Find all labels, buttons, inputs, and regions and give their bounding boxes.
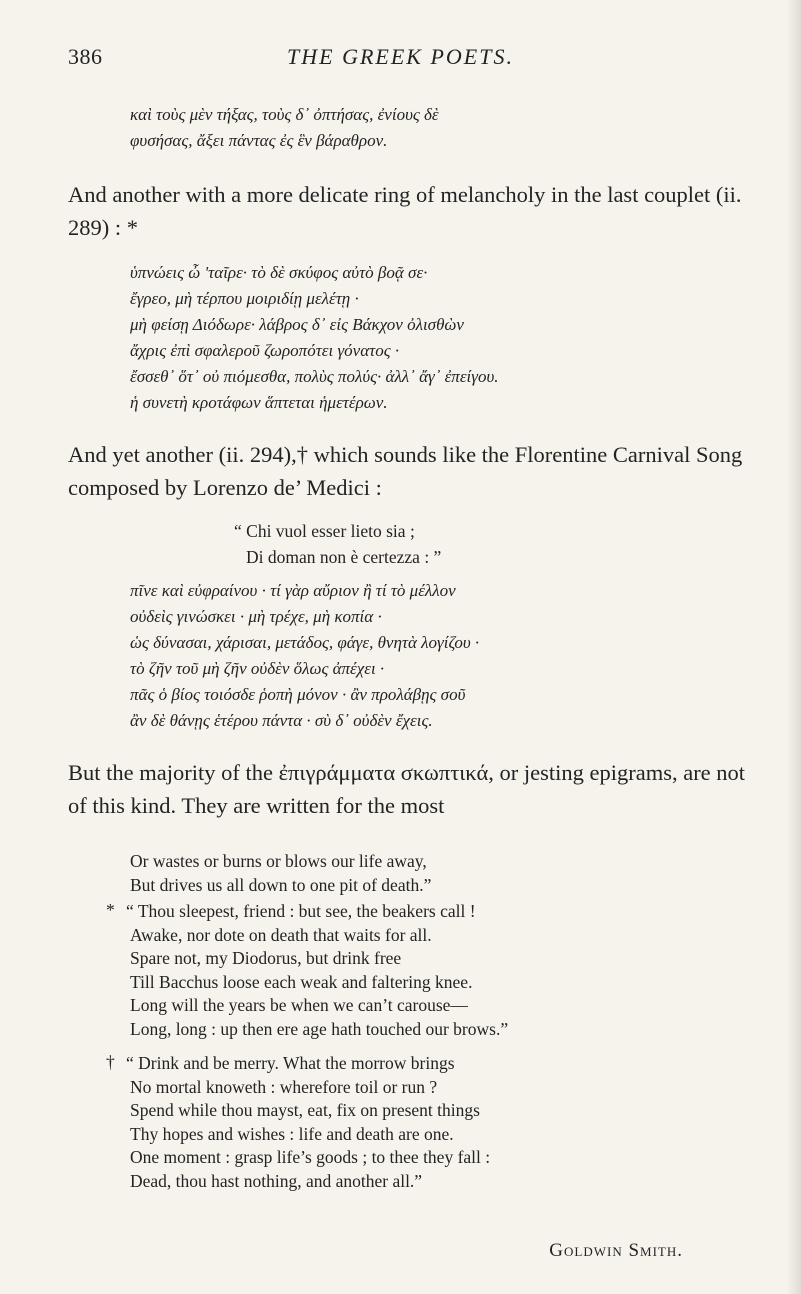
verse-line: Dead, thou hast nothing, and another all.” [130,1170,423,1191]
verse-line: But drives us all down to one pit of death.” [130,874,432,895]
greek-line: οὐδεὶς γινώσκει · μὴ τρέχε, μὴ κοπία · [130,607,382,626]
author-signature: Goldwin Smith. [549,1240,683,1261]
greek-line: ὡς δύνασαι, χάρισαι, μετάδος, φάγε, θνητὰ λογίζου · [130,633,480,652]
greek-line: φυσήσας, ἄξει πάντας ἐς ἓν βάραθρον. [130,131,388,150]
verse-line: Awake, nor dote on death that waits for all. [130,924,432,945]
page-number: 386 [68,44,103,69]
greek-line: ὑπνώεις ὦ 'ταῖρε· τὸ δὲ σκύφος αὐτὸ βοᾷ σε· [130,263,428,282]
page-header [0,38,801,78]
dagger-footnote-mark: † [106,1052,115,1072]
greek-line: πῖνε καὶ εὐφραίνου · τί γὰρ αὔριον ἢ τί τὸ μέλλον [130,581,456,600]
greek-line: ἂν δὲ θάνῃς ἑτέρου πάντα · σὺ δ᾽ οὐδὲν ἔχεις. [130,711,433,730]
verse-line: Spare not, my Diodorus, but drink free [130,948,402,969]
verse-line: No mortal knoweth : wherefore toil or run ? [130,1076,438,1097]
asterisk-footnote-mark: * [106,900,115,920]
prose-paragraph [68,178,768,244]
greek-line: τὸ ζῆν τοῦ μὴ ζῆν οὐδὲν ὅλως ἀπέχει · [130,659,385,678]
italian-line: Di doman non è certezza : ” [246,547,442,567]
verse-line: “ Thou sleepest, friend : but see, the beakers call ! [126,901,476,921]
greek-line: καὶ τοὺς μὲν τήξας, τοὺς δ᾽ ὀπτήσας, ἐνίους δὲ [130,105,439,124]
greek-line: ἔσσεθ᾽ ὅτ᾽ οὐ πιόμεσθα, πολὺς πολύς· ἀλλ᾽ ἄγ᾽ ἐπείγου. [130,367,499,386]
prose-text: And another with a more delicate ring of melancholy in the last couplet (ii. 289) : * [68,182,742,240]
footnote-verse-block [126,1052,490,1194]
greek-line: ἡ συνετὴ κροτάφων ἅπτεται ἡμετέρων. [130,393,388,412]
verse-line: One moment : grasp life’s goods ; to thee they fall : [130,1147,491,1168]
verse-block [130,850,431,897]
verse-line: “ Drink and be merry. What the morrow brings [126,1053,455,1073]
greek-line: ἔγρεο, μὴ τέρπου μοιριδίῃ μελέτῃ · [130,289,359,308]
prose-text: But the majority of the ἐπιγράμματα σκωπτικά, or jesting epigrams, are not of this kind. They are written for the most [68,760,746,818]
verse-line: Long will the years be when we can’t carouse— [130,995,468,1016]
running-title: THE GREEK POETS. [287,44,514,69]
italian-line: “ Chi vuol esser lieto sia ; [234,521,415,541]
prose-paragraph [68,756,768,822]
verse-line: Spend while thou mayst, eat, fix on present things [130,1100,480,1121]
prose-text: And yet another (ii. 294),† which sounds like the Florentine Carnival Song composed by Lorenzo de’ Medici : [68,442,743,500]
verse-line: Till Bacchus loose each weak and faltering knee. [130,971,473,992]
greek-line: πᾶς ὁ βίος τοιόσδε ῥοπὴ μόνον · ἂν προλάβῃς σοῦ [130,685,466,704]
prose-paragraph [68,438,768,504]
verse-line: Thy hopes and wishes : life and death are one. [130,1123,454,1144]
page-edge-shadow [787,0,801,1294]
greek-line: ἄχρις ἐπὶ σφαλεροῦ ζωροπότει γόνατος · [130,341,400,360]
footnote-verse-block [126,900,508,1042]
verse-line: Long, long : up then ere age hath touched our brows.” [130,1018,509,1039]
greek-line: μὴ φείσῃ Διόδωρε· λάβρος δ᾽ εἰς Βάκχον ὀλισθὼν [130,315,464,334]
verse-line: Or wastes or burns or blows our life away, [130,851,427,871]
